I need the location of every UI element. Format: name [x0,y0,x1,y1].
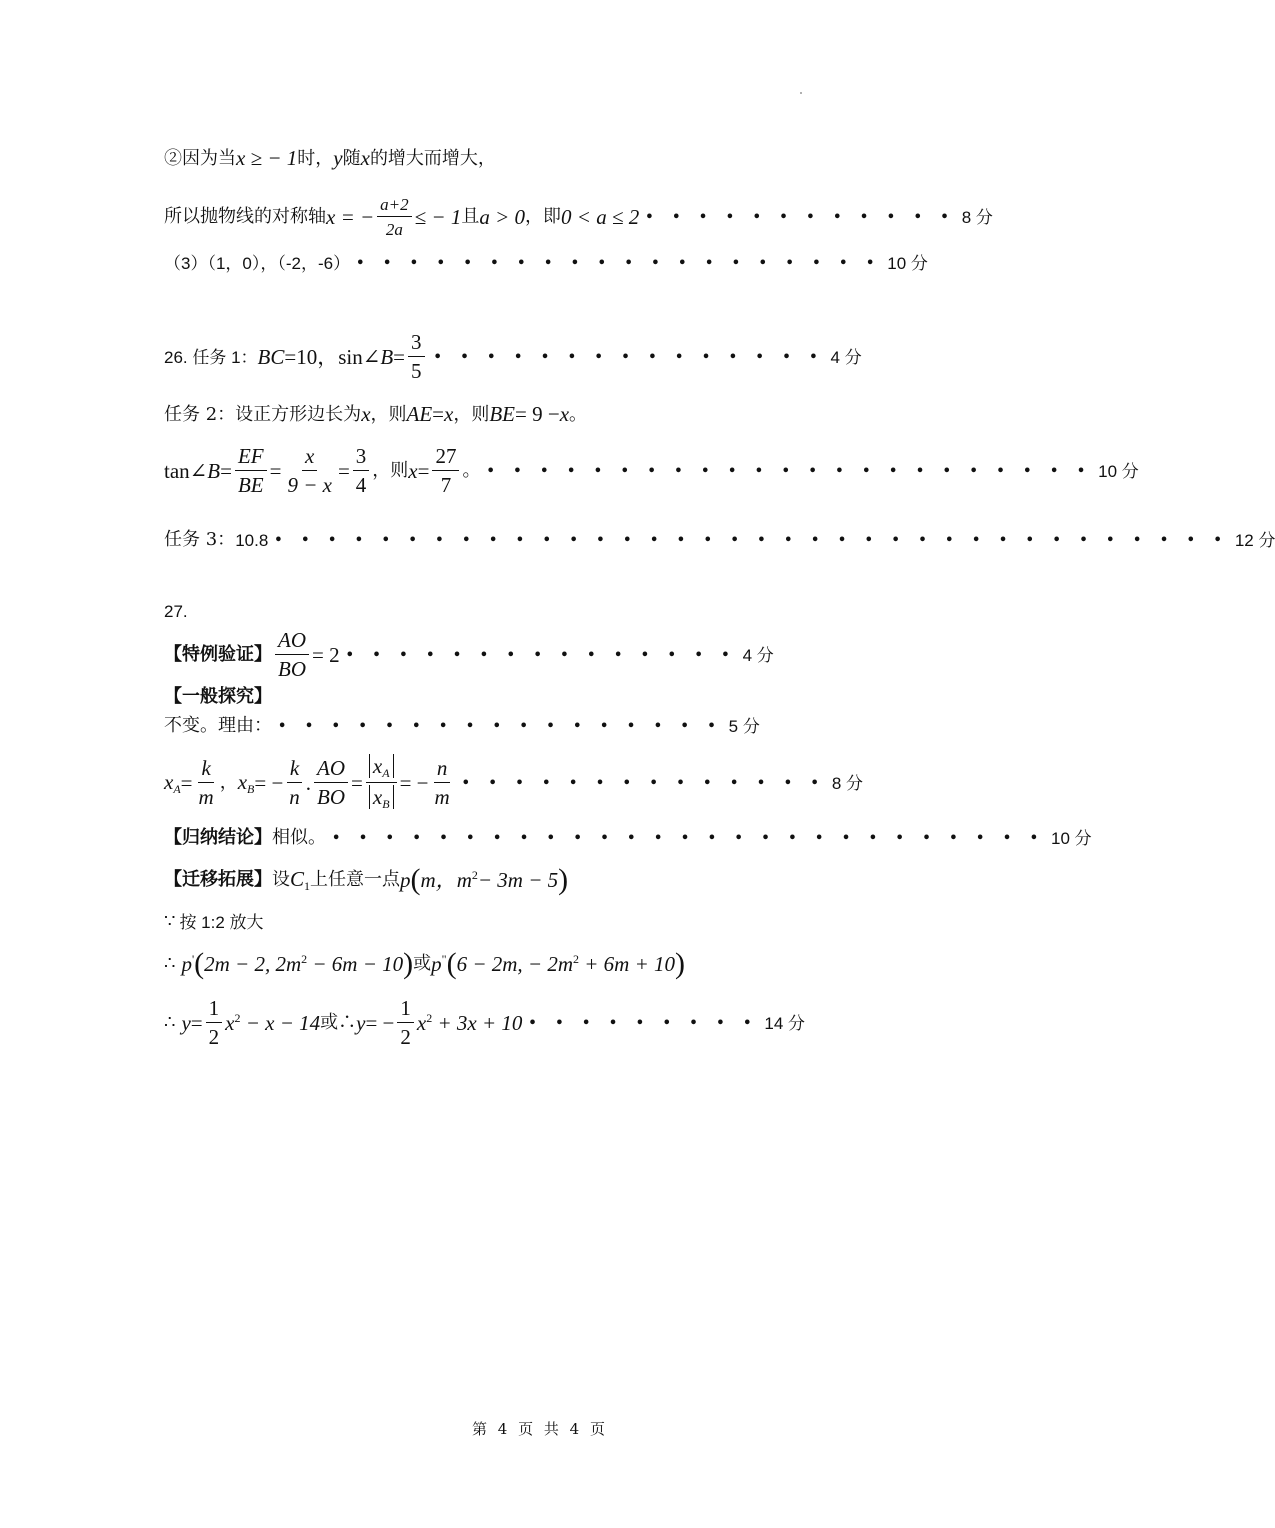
paren-open: ( [410,863,421,896]
var: x [164,769,174,794]
fraction [284,446,335,496]
score: 4 分 [742,645,774,665]
score: 5 分 [728,716,760,736]
text: 。 [569,403,588,425]
fraction [286,758,303,808]
q25-line-2 [164,196,993,238]
fraction [366,756,397,810]
math-expr: − 3m − 5 [477,867,559,892]
math-expr: = [220,458,232,483]
expr: + 3x + 10 [432,1011,523,1035]
fraction [196,758,217,808]
expr: 6 − 2m, − 2m [456,952,573,976]
math-var [164,769,181,796]
math-expr [457,869,478,891]
q27-image-point [164,947,686,980]
numerator: 27 [432,446,459,471]
text: 上任意一点 [310,869,401,890]
therefore-symbol: ∴ [164,1012,176,1033]
text: ，则 [372,460,409,481]
paren-open: ( [194,947,205,980]
denominator: BO [317,785,346,809]
q27-general-heading [164,688,272,706]
q27-derivation [164,756,863,810]
answer-text: （3）（1，0），（-2，-6） [164,254,351,273]
fraction [397,998,414,1048]
leader-dots: • • • • • • • • • • • • • • [461,775,826,791]
fraction [377,196,411,238]
math-expr: sin∠ [338,344,381,369]
numerator: k [198,758,213,783]
math-expr: a > 0 [479,204,526,229]
math-expr: tan∠ [164,458,208,483]
denominator: 2a [385,220,403,239]
math-expr: =10， [284,344,339,369]
expr: − 6m − 10 [307,952,404,976]
text: 或∴ [320,1012,357,1033]
math-expr: 0 < a ≤ 2 [561,204,640,229]
paren-close: ) [675,947,686,980]
fraction [432,446,459,496]
var: m [456,868,472,892]
q27-special-case [164,630,774,680]
superscript: 2 [301,952,308,966]
expr: 2m − 2, 2m [204,952,302,976]
math-expr: = 9 − [515,402,560,426]
expr: + 6m + 10 [579,952,676,976]
q25-line-3 [164,255,928,272]
math-expr [204,953,403,975]
denominator: BE [237,473,264,497]
math-var: y [333,146,343,170]
numerator: 1 [206,998,223,1023]
math-expr: x = − [326,204,375,229]
text: ，即 [525,206,562,227]
subscript: A [173,781,181,796]
math-expr: ≤ − 1 [414,204,462,229]
text: 任务 2：设正方形边长为 [164,403,362,425]
q26-task-2 [164,404,587,425]
math-expr: = − [399,770,429,795]
superscript: 2 [471,868,478,882]
denominator: 7 [440,473,452,497]
math-expr: = [393,344,406,369]
leader-dots: • • • • • • • • • • • • • • • • • • • • • • • • • • • • • • • • • • • • [274,532,1229,548]
math-expr: = [269,458,282,483]
math-expr: = [432,402,445,426]
numerator: EF [235,446,267,471]
text: 且 [461,206,480,227]
q26-task-3 [164,531,1275,549]
math-expr: = − [365,1010,395,1035]
fraction [235,446,267,496]
numerator: AO [314,758,348,783]
section-heading: 【归纳结论】 [164,827,272,848]
numerator: 1 [397,998,414,1023]
abs-value [369,754,394,778]
text: 不变。理由： [164,715,272,736]
math-var [290,866,311,893]
denominator: BO [278,657,306,681]
therefore-symbol: ∴ [164,953,176,974]
text: 任务 3： [164,529,236,550]
text: ②因为当 [164,147,236,169]
math-expr [225,1012,320,1034]
var: x [237,769,248,794]
var: x [225,1011,235,1035]
numerator: x [302,446,317,471]
text: 或 [413,953,432,974]
math-expr: = [190,1010,203,1035]
math-var [431,953,446,975]
numerator: 3 [408,332,425,357]
q27-scale [164,913,264,931]
text: 的增大而增大， [369,147,496,169]
var: x [372,754,383,778]
math-var [181,953,194,975]
leader-dots: • • • • • • • • • • • • • • • • • • • • [356,256,882,271]
leader-dots: • • • • • • • • • • • • • • • • • • • • • • • • • • • [332,830,1046,846]
superscript: 2 [426,1011,433,1025]
q27-number [164,603,188,620]
leader-dots: • • • • • • • • • • • • • • • [345,647,737,663]
section-heading: 【特例验证】 [164,644,272,665]
text: 随 [342,147,361,169]
section-heading: 【迁移拓展】 [164,869,272,890]
page-footer: 第 4 页 共 4 页 [472,1420,608,1438]
expr: − x − 14 [240,1011,321,1035]
paren-close: ) [558,863,569,896]
var: x [372,785,383,809]
text: 设 [272,869,290,890]
var: x [416,1011,427,1035]
leader-dots: • • • • • • • • • • • • [645,209,956,225]
score: 10 分 [1098,461,1139,481]
fraction [206,998,223,1048]
math-expr: = 2 [312,642,340,667]
q27-unchanged [164,717,760,735]
denominator: 9 − x [287,473,332,497]
leader-dots: • • • • • • • • • • • • • • • • • [278,718,723,734]
paren-open: ( [446,947,457,980]
math-var: BE [489,402,515,426]
subscript: B [382,797,390,811]
text: 26. 任务 1： [164,347,258,367]
denominator: 5 [411,359,422,383]
because-symbol: ∵ [164,911,176,932]
numerator: AO [275,630,309,655]
math-expr: m， [420,867,457,892]
fraction [275,630,309,680]
q26-task-1 [164,332,862,382]
var: p [181,952,192,976]
numerator [366,756,397,783]
leader-dots: • • • • • • • • • [528,1015,759,1031]
question-number: 27. [164,602,188,621]
denominator: 2 [208,1025,220,1049]
subscript: B [247,781,255,796]
q26-task-2-eq [164,446,1139,496]
abs-value [369,785,394,809]
math-var: p [400,867,411,892]
math-expr: x ≥ − 1 [236,146,298,170]
math-expr: . [305,770,312,795]
section-heading: 【一般探究】 [164,686,272,707]
superscript: " [441,952,447,966]
math-var: x [361,402,371,426]
denominator: 4 [355,473,367,497]
score: 14 分 [764,1013,806,1033]
score: 10 分 [887,254,928,273]
math-expr: = [417,458,430,483]
denominator: 2 [400,1025,411,1049]
text: 时， [297,147,334,169]
q27-extension [164,863,569,896]
numerator: k [287,758,302,783]
math-var: x [408,458,418,483]
numerator: a+2 [377,196,411,217]
math-var: y [181,1010,191,1035]
text: 按 1:2 放大 [179,912,264,932]
text: 相似。 [272,827,326,848]
text: 所以抛物线的对称轴 [164,206,326,227]
numerator: n [434,758,451,783]
superscript: 2 [234,1011,241,1025]
numerator: 3 [353,446,370,471]
score: 10 分 [1051,828,1092,848]
math-var: AE [406,402,433,426]
math-var [237,769,255,796]
math-var: BC [257,344,285,369]
text: ，则 [453,403,490,425]
score: 12 分 [1234,530,1275,550]
leader-dots: • • • • • • • • • • • • • • • [433,349,825,365]
paren-close: ) [403,947,414,980]
fraction [432,758,453,808]
text: ， [219,772,238,793]
math-expr: = − [254,770,284,795]
q25-line-1 [164,148,496,169]
math-var: B [380,344,394,369]
math-var: B [207,458,221,483]
text: ，则 [370,403,407,425]
math-expr [457,953,675,975]
var: p [431,952,442,976]
math-var: y [356,1010,366,1035]
math-var: x [444,402,454,426]
fraction [314,758,348,808]
math-var: x [360,146,370,170]
denominator: m [198,785,214,809]
math-var: x [559,402,570,426]
fraction [353,446,370,496]
q27-result [164,998,805,1048]
math-expr: = [351,770,363,795]
subscript: 1 [304,878,311,893]
math-expr [417,1012,523,1034]
score: 8 分 [831,773,864,793]
q27-conclusion [164,829,1092,847]
score: 4 分 [830,347,862,367]
scan-speck [800,92,802,94]
text: 。 [462,460,481,481]
subscript: A [382,766,390,780]
fraction [408,332,425,382]
denominator: m [434,785,450,809]
var: C [290,866,305,891]
score: 8 分 [961,207,993,227]
leader-dots: • • • • • • • • • • • • • • • • • • • • • • • [486,463,1093,479]
denominator [366,783,397,810]
denominator: n [289,785,300,809]
superscript: 2 [573,952,579,966]
superscript: ' [191,952,195,966]
math-expr: = [180,770,193,795]
answer-value: 10.8 [235,530,269,550]
math-expr: = [337,458,350,483]
